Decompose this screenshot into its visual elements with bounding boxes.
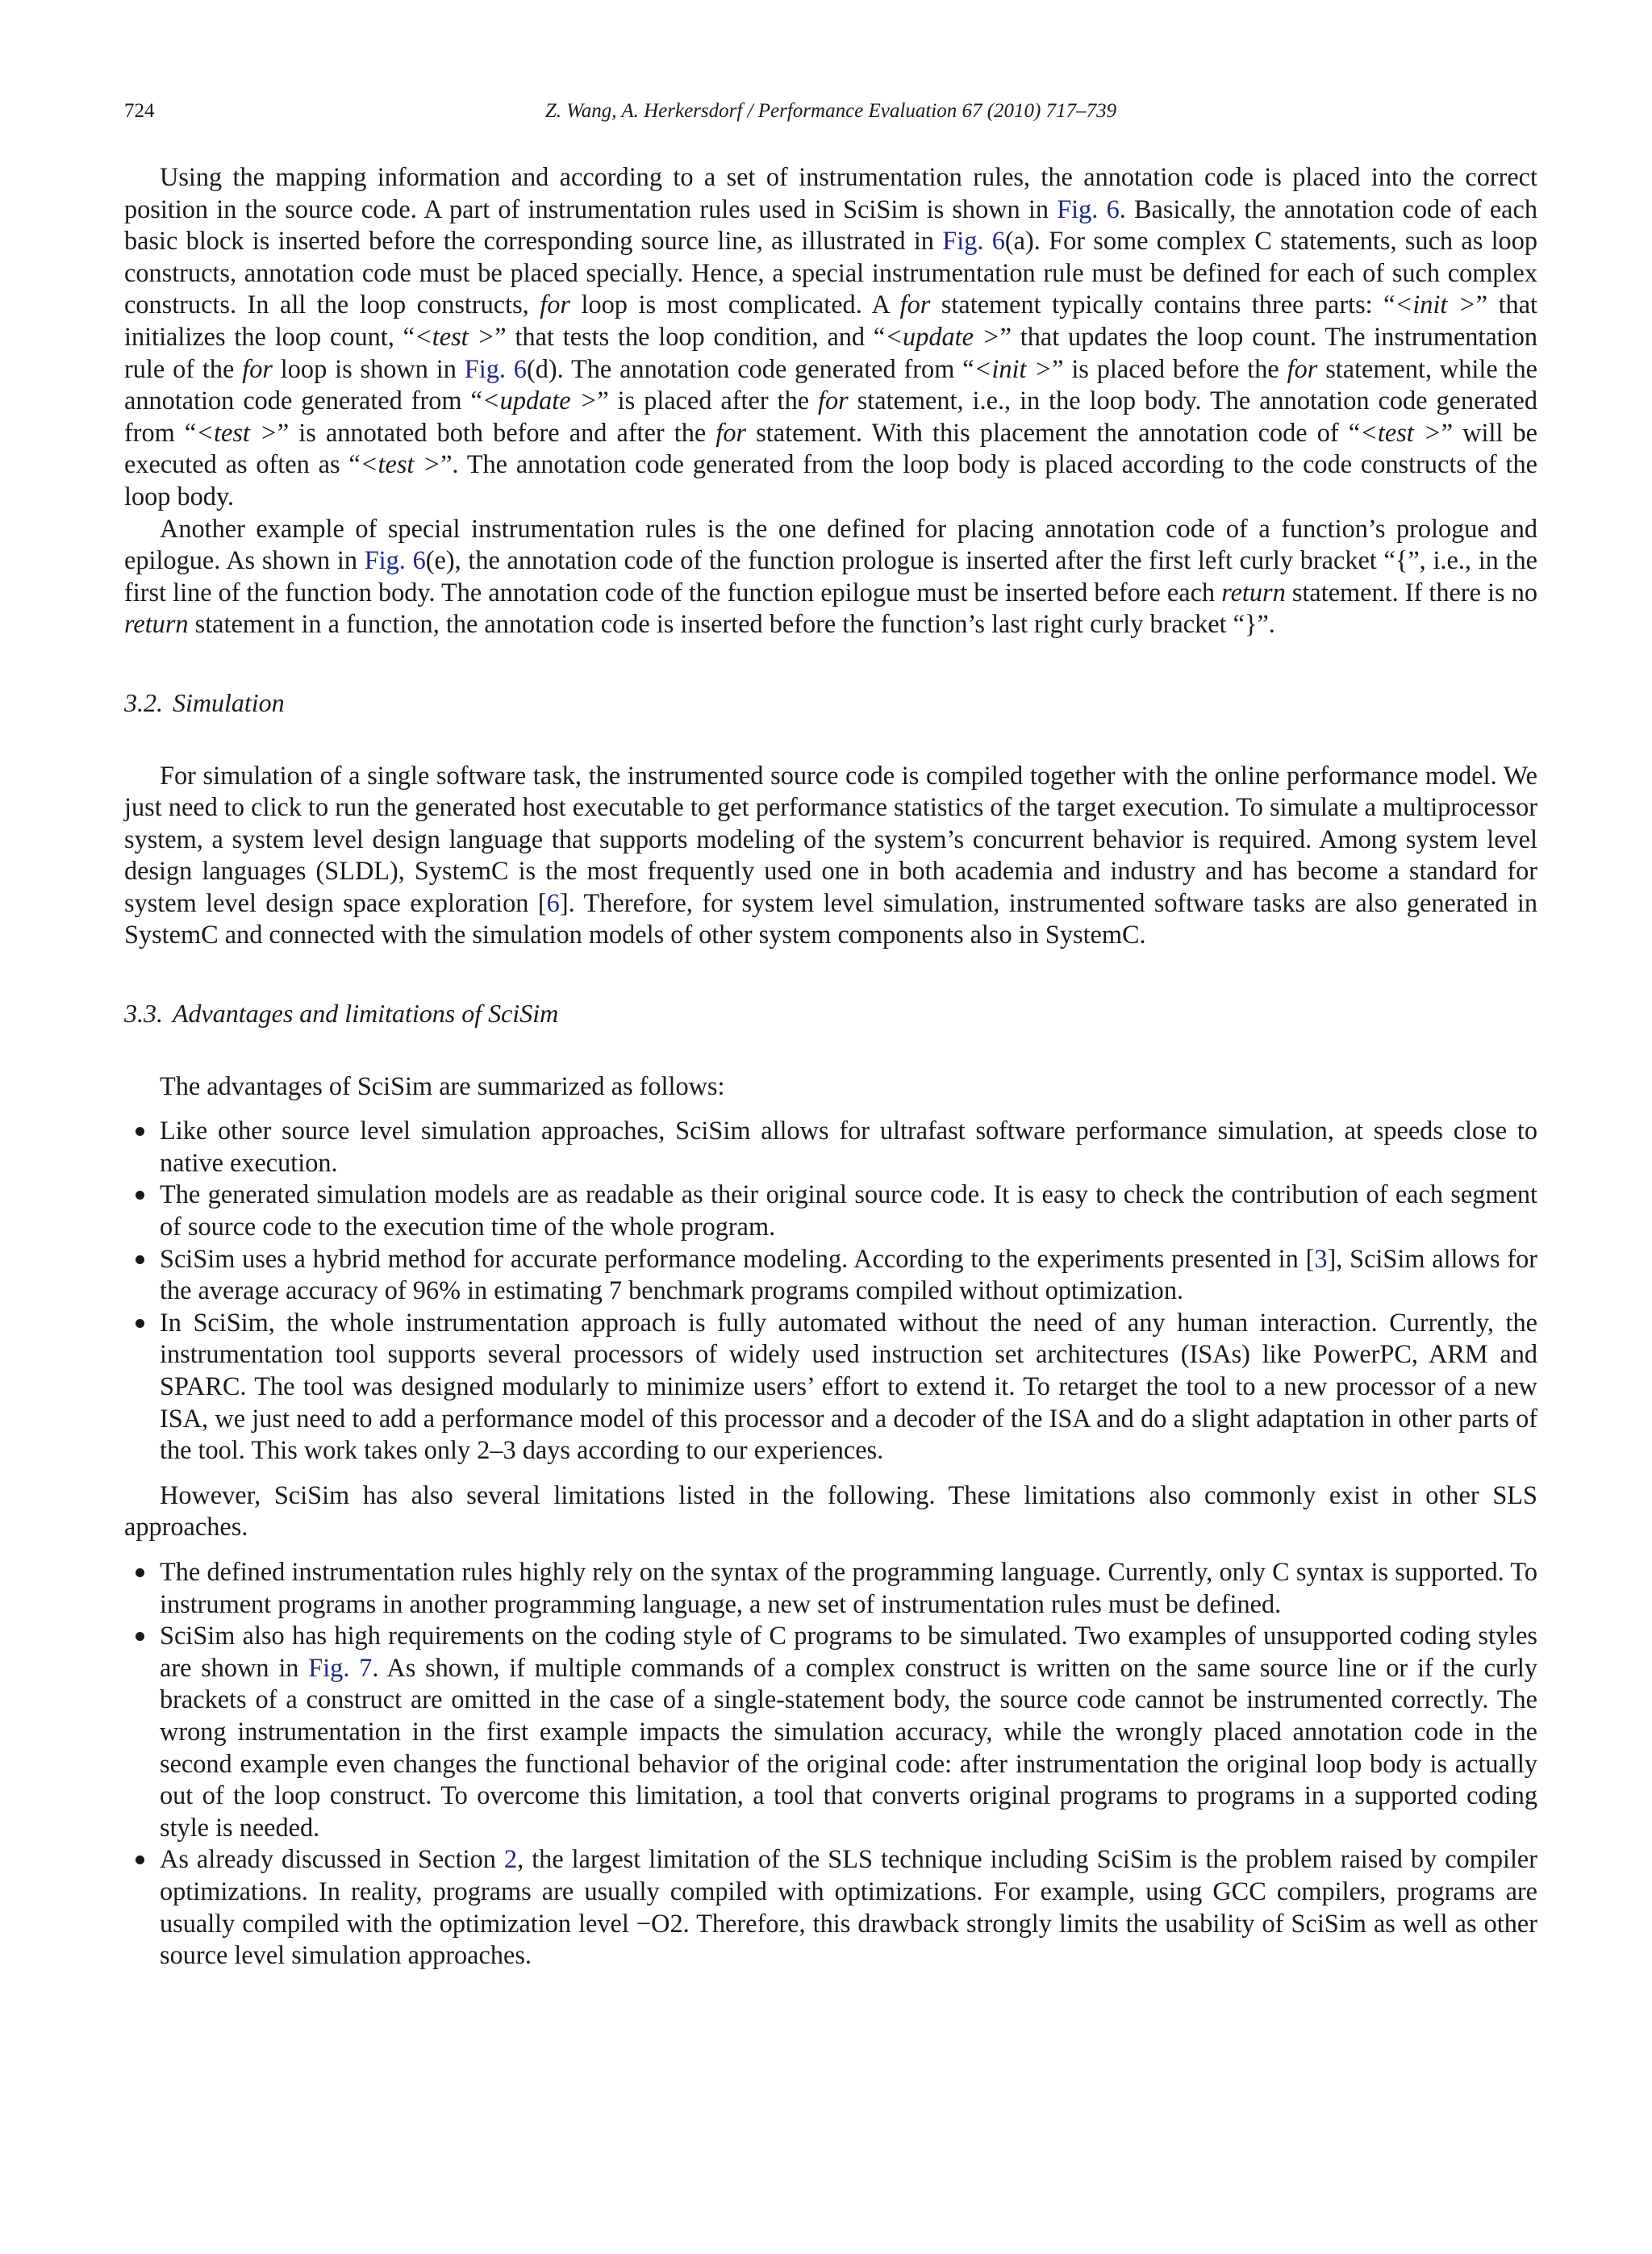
list-item: SciSim uses a hybrid method for accurate performance modeling. According to the experiments presented in [3], SciSim allows for the average accuracy of 96% in estimating 7 benchmark programs compiled without optimization. xyxy=(124,1243,1537,1307)
section-heading-advantages: 3.3. Advantages and limitations of SciSim xyxy=(124,999,559,1029)
list-item: The generated simulation models are as readable as their original source code. It is easy to check the contribution of each segment of source code to the execution time of the whole program. xyxy=(124,1179,1537,1242)
figure-link[interactable]: Fig. 6 xyxy=(942,226,1005,256)
paragraph-advantages-intro: The advantages of SciSim are summarized as follows: xyxy=(160,1071,725,1100)
paragraph-limitations-intro: However, SciSim has also several limitations listed in the following. These limitations also commonly exist in other SLS approaches. xyxy=(124,1480,1537,1542)
running-title: Z. Wang, A. Herkersdorf / Performance Evaluation 67 (2010) 717–739 xyxy=(544,100,1117,122)
figure-link[interactable]: Fig. 6 xyxy=(464,353,527,383)
list-item: SciSim also has high requirements on the coding style of C programs to be simulated. Two examples of unsupported coding styles are shown in Fig. 7. As shown, if multiple commands of a complex construct is written on the same source line or if the curly brackets of a construct are omitted in the case of a single-statement body, the source code cannot be instrumented correctly. The wrong instrumentation in the first example impacts the simulation accuracy, while the wrongly placed annotation code in the second example even changes the functional behavior of the original code: after instrumentation the original loop body is actually out of the loop construct. To overcome this limitation, a tool that converts original programs to programs in a supported coding style is needed. xyxy=(124,1620,1537,1843)
limitations-list xyxy=(124,1556,1537,1972)
advantages-list xyxy=(124,1115,1537,1467)
citation-link[interactable]: 3 xyxy=(1314,1243,1328,1273)
list-item: In SciSim, the whole instrumentation approach is fully automated without the need of any human interaction. Currently, the instrumentation tool supports several processors of widely used instruction set architectures (ISAs) like PowerPC, ARM and SPARC. The tool was designed modularly to minimize users’ effort to extend it. To retarget the tool to a new processor of a new ISA, we just need to add a performance model of this processor and a decoder of the ISA and do a slight adaptation in other parts of the tool. This work takes only 2–3 days according to our experiences. xyxy=(124,1307,1537,1467)
paragraph-prologue-epilogue: Another example of special instrumentation rules is the one defined for placing annotation code of a function’s prologue and epilogue. As shown in Fig. 6(e), the annotation code of the function prologue is inserted after the first left curly bracket “{”, i.e., in the first line of the function body. The annotation code of the function epilogue must be inserted before each return statement. If there is no return statement in a function, the annotation code is inserted before the function’s last right curly bracket “}”. xyxy=(124,513,1538,639)
list-item: The defined instrumentation rules highly rely on the syntax of the programming language. Currently, only C syntax is supported. To instrument programs in another programming language, a new set of instrumentation rules must be defined. xyxy=(124,1556,1537,1620)
page-header xyxy=(124,100,1537,129)
figure-link[interactable]: Fig. 7 xyxy=(308,1652,373,1682)
list-item: Like other source level simulation approaches, SciSim allows for ultrafast software performance simulation, at speeds close to native execution. xyxy=(124,1115,1537,1179)
section-heading-simulation: 3.2. Simulation xyxy=(124,687,285,717)
paragraph-simulation: For simulation of a single software task, the instrumented source code is compiled together with the online performance model. We just need to click to run the generated host executable to get performance statistics of the target execution. To simulate a multiprocessor system, a system level design language that supports modeling of the system’s concurrent behavior is required. Among system level design languages (SLDL), SystemC is the most frequently used one in both academia and industry and has become a standard for system level design space exploration [6]. Therefore, for system level simulation, instrumented software tasks are also generated in SystemC and connected with the simulation models of other system components also in SystemC. xyxy=(124,760,1537,950)
page-body xyxy=(124,161,1537,1985)
figure-link[interactable]: Fig. 6 xyxy=(1057,194,1120,223)
citation-link[interactable]: 6 xyxy=(546,887,560,917)
list-item: As already discussed in Section 2, the largest limitation of the SLS technique including SciSim is the problem raised by compiler optimizations. In reality, programs are usually compiled with optimizations. For example, using GCC compilers, programs are usually compiled with the optimization level −O2. Therefore, this drawback strongly limits the usability of SciSim as well as other source level simulation approaches. xyxy=(124,1843,1537,1971)
paragraph-instrumentation-rules: Using the mapping information and according to a set of instrumentation rules, the annotation code is placed into the correct position in the source code. A part of instrumentation rules used in SciSim is shown in Fig. 6. Basically, the annotation code of each basic block is inserted before the corresponding source line, as illustrated in Fig. 6(a). For some complex C statements, such as loop constructs, annotation code must be placed specially. Hence, a special instrumentation rule must be defined for each of such complex constructs. In all the loop constructs, for loop is most complicated. A for statement typically contains three parts: “<init >” that initializes the loop count, “<test >” that tests the loop condition, and “<update >” that updates the loop count. The instrumentation rule of the for loop is shown in Fig. 6(d). The annotation code generated from “<init >” is placed before the for statement, while the annotation code generated from “<update >” is placed after the for statement, i.e., in the loop body. The annotation code generated from “<test >” is annotated both before and after the for statement. With this placement the annotation code of “<test >” will be executed as often as “<test >”. The annotation code generated from the loop body is placed according to the code constructs of the loop body. xyxy=(124,162,1538,511)
section-link[interactable]: 2 xyxy=(503,1844,518,1874)
figure-link[interactable]: Fig. 6 xyxy=(364,545,426,575)
page-number: 724 xyxy=(124,100,155,122)
